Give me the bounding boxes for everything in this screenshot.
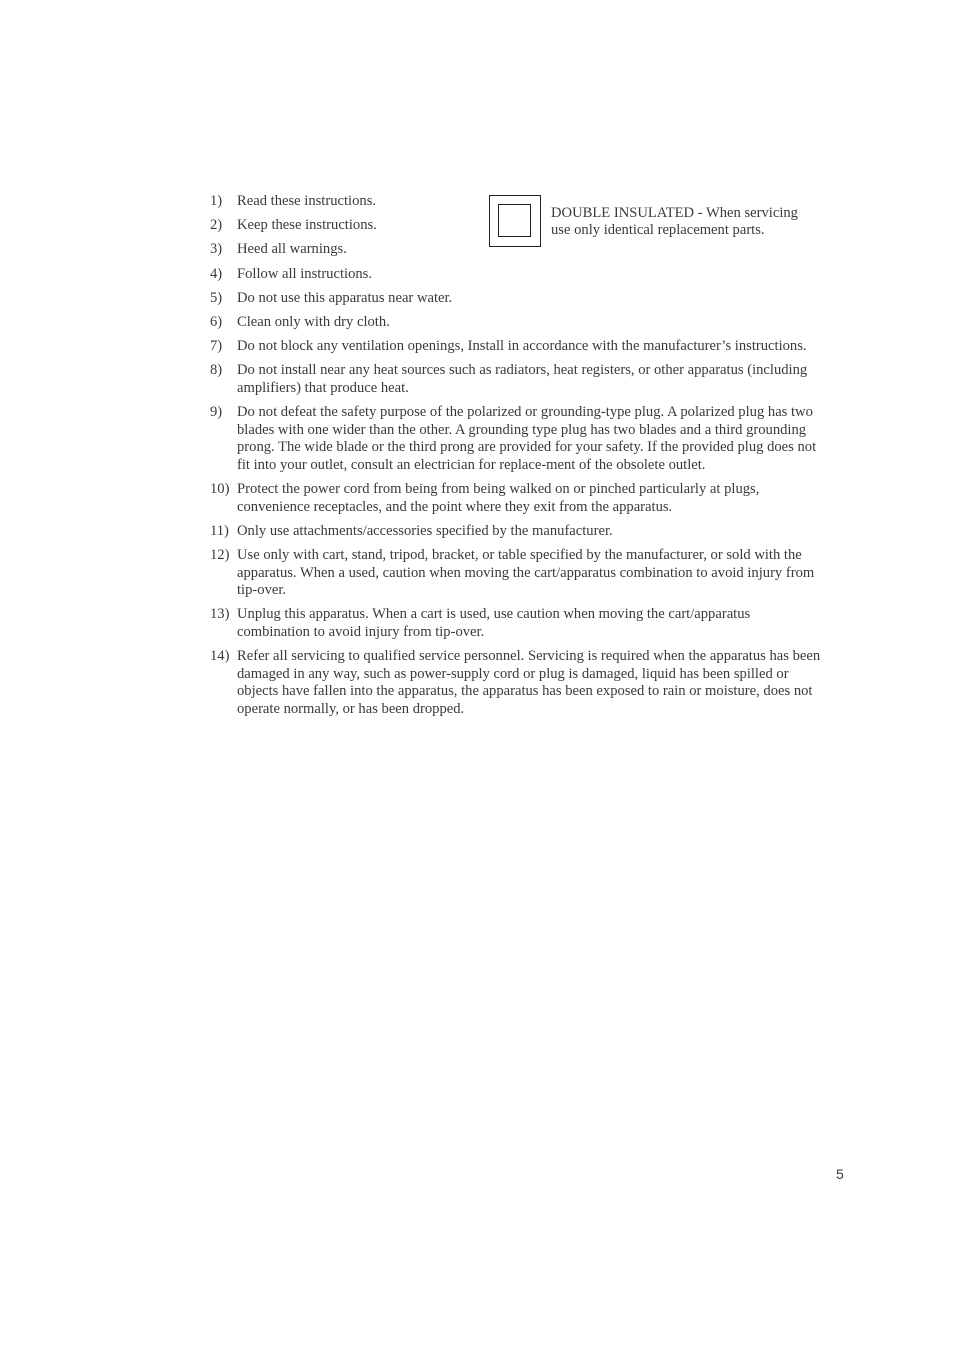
item-text: Keep these instructions. bbox=[237, 217, 377, 234]
list-item bbox=[210, 290, 825, 308]
item-text: Do not defeat the safety purpose of the polarized or grounding-type plug. A polarized plug has two blades with one wider than the other. A grounding type plug has two blades and a third grounding prong. The wide blade or the third prong are provided for your safety. If the provided plug does not fit into your outlet, consult an electrician for replace-ment of the obsolete outlet. bbox=[237, 404, 817, 473]
item-number: 9) bbox=[210, 404, 223, 421]
item-number: 8) bbox=[210, 362, 223, 379]
item-number: 2) bbox=[210, 217, 223, 234]
list-item bbox=[210, 338, 825, 356]
item-number: 6) bbox=[210, 313, 223, 330]
list-item bbox=[210, 266, 825, 284]
list-item bbox=[210, 523, 825, 541]
list-item bbox=[210, 481, 825, 516]
item-number: 4) bbox=[210, 265, 223, 282]
item-text: Follow all instructions. bbox=[237, 265, 372, 282]
item-number: 14) bbox=[210, 648, 230, 665]
double-insulated-notice: DOUBLE INSULATED - When servicing use only identical replacement parts. bbox=[551, 205, 798, 239]
item-text: Protect the power cord from being from being walked on or pinched particularly at plugs, convenience receptacles, and the point where they exit from the apparatus. bbox=[237, 481, 760, 515]
item-text: Do not install near any heat sources such as radiators, heat registers, or other apparatus (including amplifiers) that produce heat. bbox=[237, 362, 808, 396]
item-number: 11) bbox=[210, 522, 229, 539]
page-number: 5 bbox=[836, 1166, 844, 1182]
list-item bbox=[210, 362, 825, 397]
item-number: 7) bbox=[210, 338, 223, 355]
item-number: 12) bbox=[210, 547, 230, 564]
list-item bbox=[210, 648, 825, 718]
item-number: 13) bbox=[210, 606, 230, 623]
item-number: 1) bbox=[210, 193, 223, 209]
item-text: Use only with cart, stand, tripod, bracket, or table specified by the manufacturer, or sold with the apparatus. When a used, caution when moving the cart/apparatus combination to avoid injury from tip-over. bbox=[237, 547, 815, 599]
list-item bbox=[210, 404, 825, 474]
item-text: Do not use this apparatus near water. bbox=[237, 289, 453, 306]
double-square-icon bbox=[489, 195, 541, 247]
safety-instructions-list bbox=[210, 193, 825, 725]
item-text: Do not block any ventilation openings, Install in accordance with the manufacturer’s instructions. bbox=[237, 338, 807, 355]
item-text: Only use attachments/accessories specified by the manufacturer. bbox=[237, 522, 613, 539]
list-item bbox=[210, 606, 825, 641]
item-text: Unplug this apparatus. When a cart is used, use caution when moving the cart/apparatus combination to avoid injury from tip-over. bbox=[237, 606, 751, 640]
item-number: 5) bbox=[210, 289, 223, 306]
item-number: 3) bbox=[210, 241, 223, 258]
list-item bbox=[210, 314, 825, 332]
item-number: 10) bbox=[210, 481, 230, 498]
item-text: Read these instructions. bbox=[237, 193, 377, 209]
list-item bbox=[210, 547, 825, 600]
double-square-inner bbox=[498, 204, 531, 237]
item-text: Clean only with dry cloth. bbox=[237, 313, 390, 330]
item-text: Heed all warnings. bbox=[237, 241, 347, 258]
item-text: Refer all servicing to qualified service personnel. Servicing is required when the apparatus has been damaged in any way, such as power-supply cord or plug is damaged, liquid has been spilled or objects have fallen into the apparatus, the apparatus has been exposed to rain or moisture, does not operate normally, or has been dropped. bbox=[237, 648, 821, 717]
